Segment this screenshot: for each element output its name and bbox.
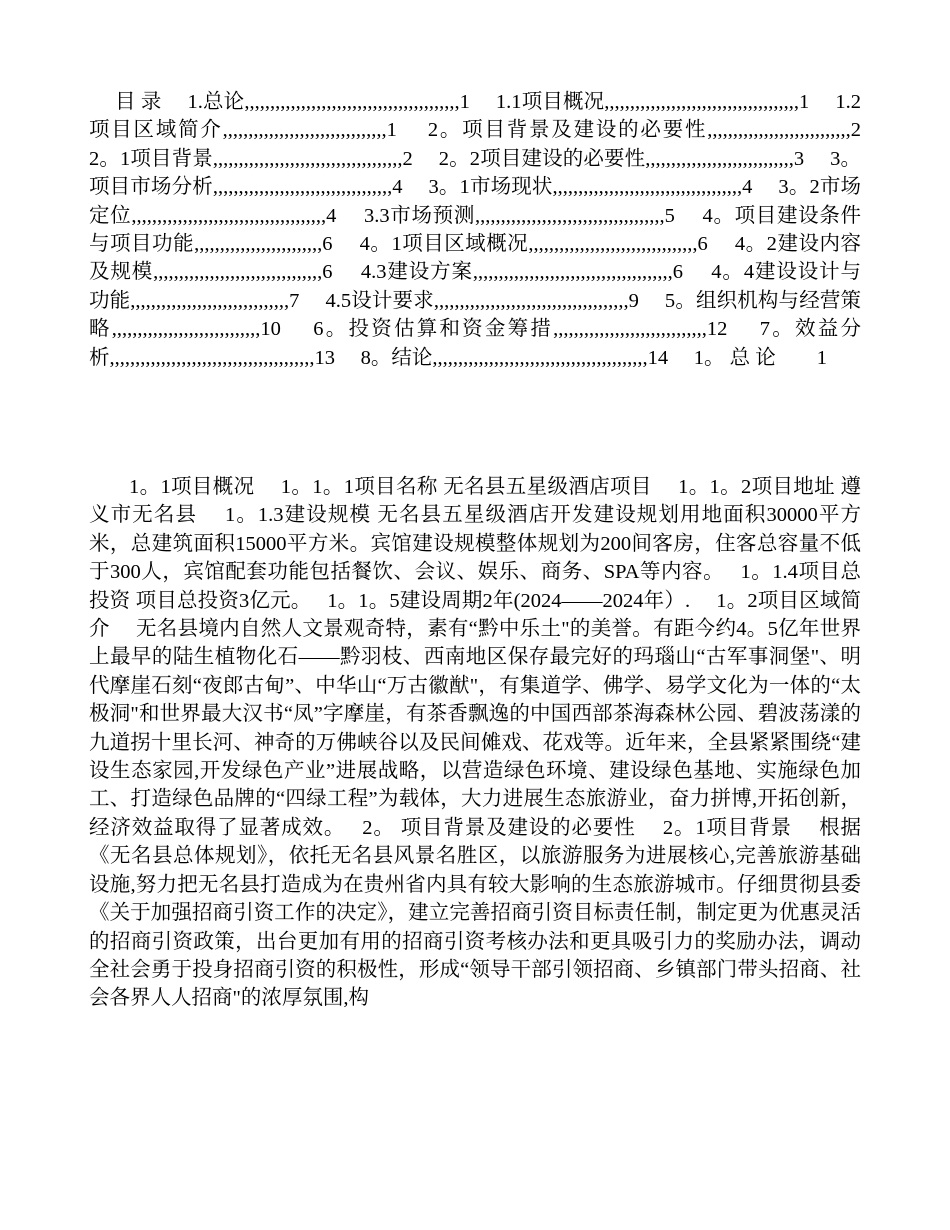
body-paragraph: 1。1项目概况 1。1。1项目名称 无名县五星级酒店项目 1。1。2项目地址 遵义市无名县 1。1.3建设规模 无名县五星级酒店开发建设规划用地面积30000平方米，总建筑面积15000平方米。宾馆建设规模整体规划为200间客房，住客总容量不低于300人，宾馆配套功能包括餐饮、会议、娱乐、商务、SPA等内容。 1。1.4项目总投资 项目总投资3亿元。 1。1。5建设周期2年(2024——2024年）. 1。2项目区域简介 无名县境内自然人文景观奇特，素有“黔中乐土"的美誉。有距今约4。5亿年世界上最早的陆生植物化石——黔羽枝、西南地区保存最完好的玛瑙山“古军事洞堡"、明代摩崖石刻“夜郎古甸”、中华山“万古徽猷"，有集道学、佛学、易学文化为一体的“太极洞"和世界最大汉书“凤”字摩崖，有茶香飘逸的中国西部茶海森林公园、碧波荡漾的九道拐十里长河、神奇的万佛峡谷以及民间傩戏、花戏等。近年来，全县紧紧围绕“建设生态家园,开发绿色产业”进展战略，以营造绿色环境、建设绿色基地、实施绿色加工、打造绿色品牌的“四绿工程”为载体，大力进展生态旅游业，奋力拼博,开拓创新，经济效益取得了显著成效。 2。 项目背景及建设的必要性 2。1项目背景 根据《无名县总体规划》，依托无名县风景名胜区，以旅游服务为进展核心,完善旅游基础设施,努力把无名县打造成为在贵州省内具有较大影响的生态旅游城市。仔细贯彻县委《关于加强招商引资工作的决定》，建立完善招商引资目标责任制，制定更为优惠灵活的招商引资政策，出台更加有用的招商引资考核办法和更具吸引力的奖励办法，调动全社会勇于投身招商引资的积极性，形成“领导干部引领招商、乡镇部门带头招商、社会各界人人招商"的浓厚氛围,构 — [89, 476, 861, 1010]
table-of-contents: 目 录 1.总论,,,,,,,,,,,,,,,,,,,,,,,,,,,,,,,,,,,,,,,,,,1 1.1项目概况,,,,,,,,,,,,,,,,,,,,,,,,,,,,,,,,,,,,,,1 1.2项目区域简介,,,,,,,,,,,,,,,,,,,,,,,,,,,,,,,,1 2。项目背景及建设的必要性,,,,,,,,,,,,,,,,,,,,,,,,,,,,2 2。1项目背景,,,,,,,,,,,,,,,,,,,,,,,,,,,,,,,,,,,,,2 2。2项目建设的必要性,,,,,,,,,,,,,,,,,,,,,,,,,,,,,3 3。项目市场分析,,,,,,,,,,,,,,,,,,,,,,,,,,,,,,,,,,,4 3。1市场现状,,,,,,,,,,,,,,,,,,,,,,,,,,,,,,,,,,,,,4 3。2市场定位,,,,,,,,,,,,,,,,,,,,,,,,,,,,,,,,,,,,,,4 3.3市场预测,,,,,,,,,,,,,,,,,,,,,,,,,,,,,,,,,,,,,5 4。项目建设条件与项目功能,,,,,,,,,,,,,,,,,,,,,,,,,6 4。1项目区域概况,,,,,,,,,,,,,,,,,,,,,,,,,,,,,,,,,6 4。2建设内容及规模,,,,,,,,,,,,,,,,,,,,,,,,,,,,,,,,,6 4.3建设方案,,,,,,,,,,,,,,,,,,,,,,,,,,,,,,,,,,,,,,,6 4。4建设设计与功能,,,,,,,,,,,,,,,,,,,,,,,,,,,,,,,7 4.5设计要求,,,,,,,,,,,,,,,,,,,,,,,,,,,,,,,,,,,,,,9 5。组织机构与经营策略,,,,,,,,,,,,,,,,,,,,,,,,,,,,,10 6。投资估算和资金筹措,,,,,,,,,,,,,,,,,,,,,,,,,,,,,,12 7。效益分析,,,,,,,,,,,,,,,,,,,,,,,,,,,,,,,,,,,,,,,,13 8。结论,,,,,,,,,,,,,,,,,,,,,,,,,,,,,,,,,,,,,,,,,,14 1。 总 论 1 — [89, 91, 887, 369]
